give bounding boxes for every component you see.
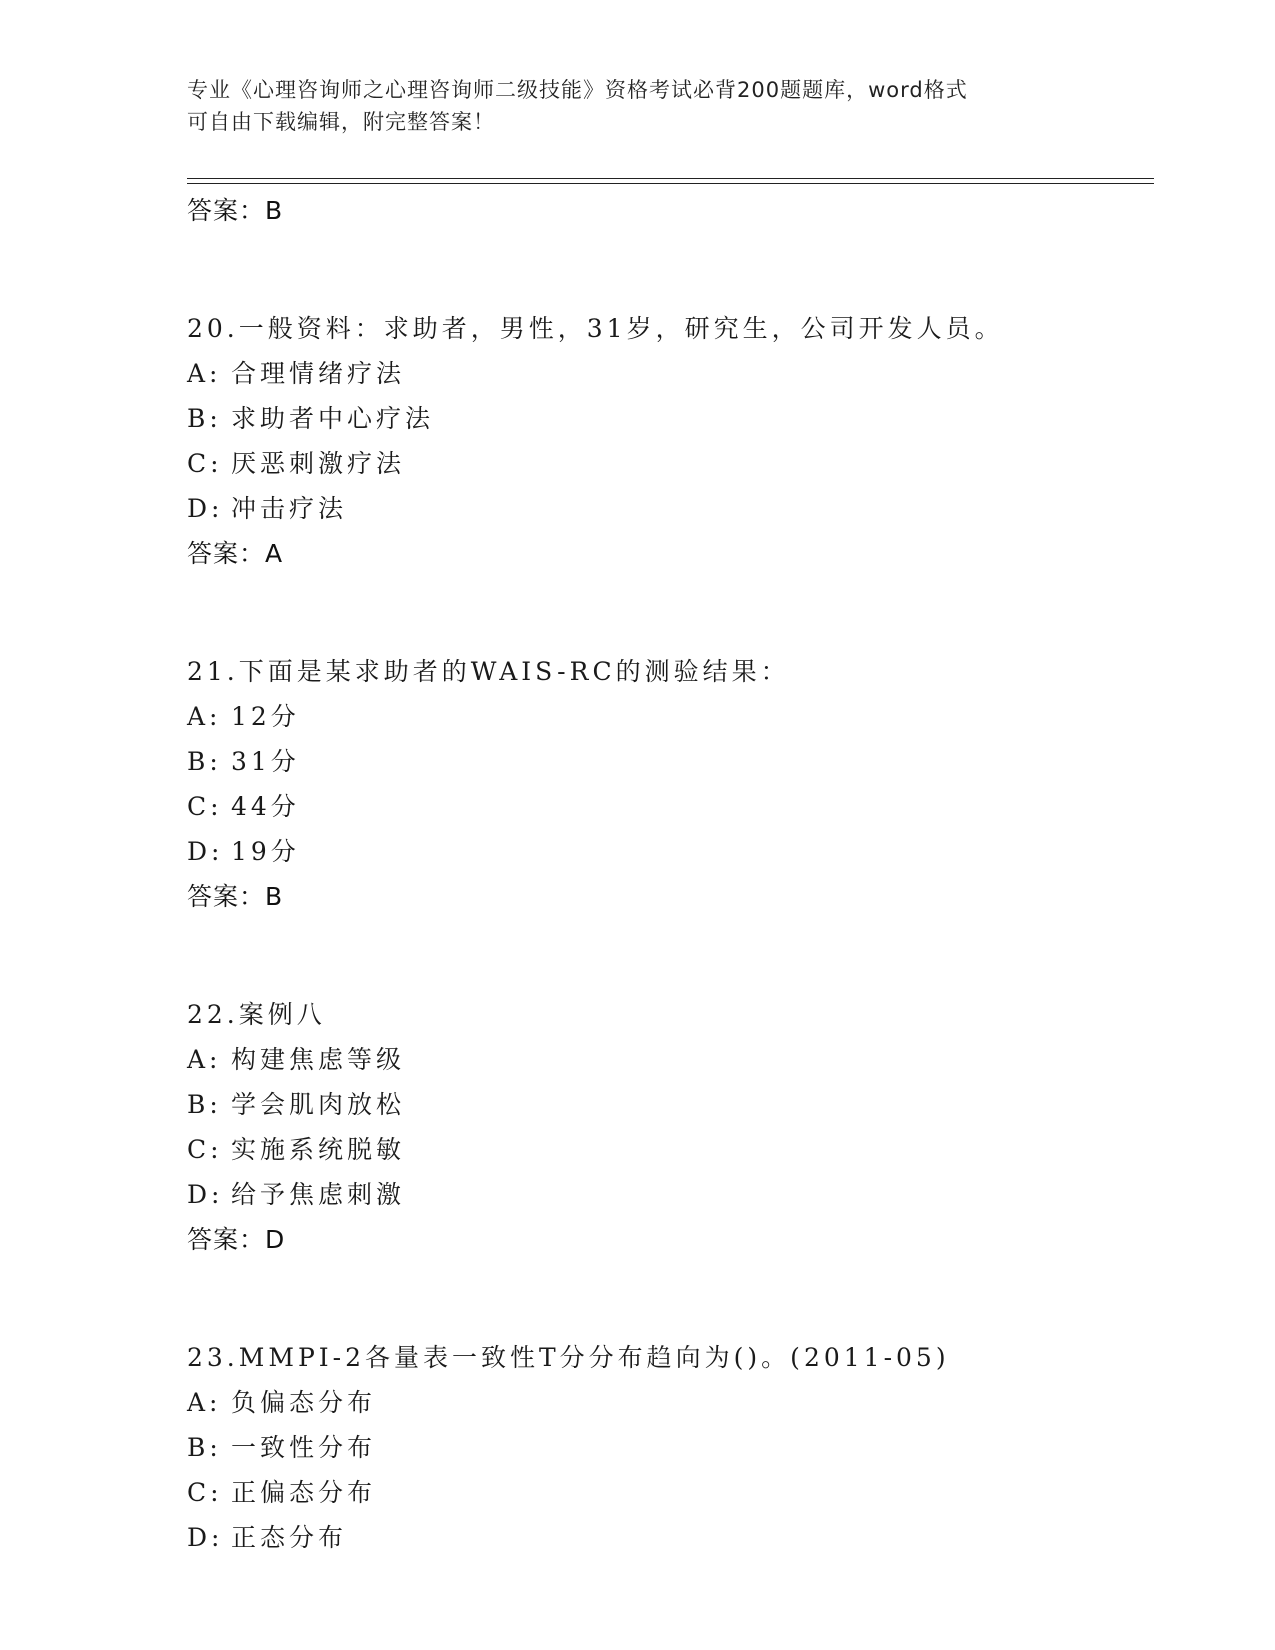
option-c [187,1470,1147,1515]
question-text: 20.一般资料：求助者，男性，31岁，研究生，公司开发人员。 [187,314,1004,343]
option-a [187,694,1147,739]
option-c [187,1127,1147,1172]
header-divider-top [187,178,1154,179]
question-block [187,649,1147,992]
option-letter: D: [187,494,224,523]
option-b [187,396,1147,441]
option-b [187,1082,1147,1127]
option-letter: B: [187,1090,222,1119]
answer-line: 答案：A [187,539,284,568]
option-text: 构建焦虑等级 [231,1045,406,1074]
option-b [187,739,1147,784]
option-letter: C: [187,449,223,478]
question-list [187,188,1147,1560]
option-d [187,1172,1147,1217]
option-text: 合理情绪疗法 [231,359,406,388]
option-a [187,1037,1147,1082]
option-d [187,486,1147,531]
option-letter: B: [187,747,222,776]
question-text: 22.案例八 [187,1000,326,1029]
option-letter: D: [187,837,224,866]
option-text: 19分 [231,837,300,866]
option-letter: A: [187,702,222,731]
option-text: 一致性分布 [231,1433,377,1462]
option-text: 12分 [231,702,300,731]
option-text: 正偏态分布 [231,1478,377,1507]
answer-line: 答案：D [187,1225,286,1254]
option-text: 实施系统脱敏 [231,1135,406,1164]
spacer [187,1262,1147,1335]
option-text: 冲击疗法 [231,494,348,523]
option-letter: A: [187,1388,222,1417]
option-letter: C: [187,1478,223,1507]
answer-line: 答案：B [187,196,284,225]
question-block [187,1335,1147,1560]
option-d [187,829,1147,874]
option-text: 44分 [231,792,300,821]
question-text: 23.MMPI-2各量表一致性T分分布趋向为()。(2011-05) [187,1343,950,1372]
header-divider-bottom [187,183,1154,184]
option-b [187,1425,1147,1470]
spacer [187,576,1147,649]
header-line-1: 专业《心理咨询师之心理咨询师二级技能》资格考试必背200题题库，word格式 [187,78,968,102]
question-block [187,306,1147,649]
option-letter: C: [187,1135,223,1164]
option-letter: C: [187,792,223,821]
answer-line: 答案：B [187,882,284,911]
header-line-2: 可自由下载编辑，附完整答案！ [187,110,495,134]
option-letter: B: [187,1433,222,1462]
option-d [187,1515,1147,1560]
option-c [187,784,1147,829]
spacer [187,919,1147,992]
option-letter: D: [187,1523,224,1552]
option-text: 厌恶刺激疗法 [231,449,406,478]
spacer [187,233,1147,306]
option-a [187,1380,1147,1425]
option-text: 学会肌肉放松 [231,1090,406,1119]
option-text: 求助者中心疗法 [231,404,435,433]
option-text: 31分 [231,747,300,776]
option-text: 正态分布 [231,1523,348,1552]
option-letter: B: [187,404,222,433]
question-block [187,992,1147,1335]
option-text: 负偏态分布 [231,1388,377,1417]
option-letter: A: [187,1045,222,1074]
document-header [187,74,1087,138]
option-a [187,351,1147,396]
question-text: 21.下面是某求助者的WAIS-RC的测验结果： [187,657,790,686]
option-letter: A: [187,359,222,388]
option-letter: D: [187,1180,224,1209]
option-c [187,441,1147,486]
option-text: 给予焦虑刺激 [231,1180,406,1209]
